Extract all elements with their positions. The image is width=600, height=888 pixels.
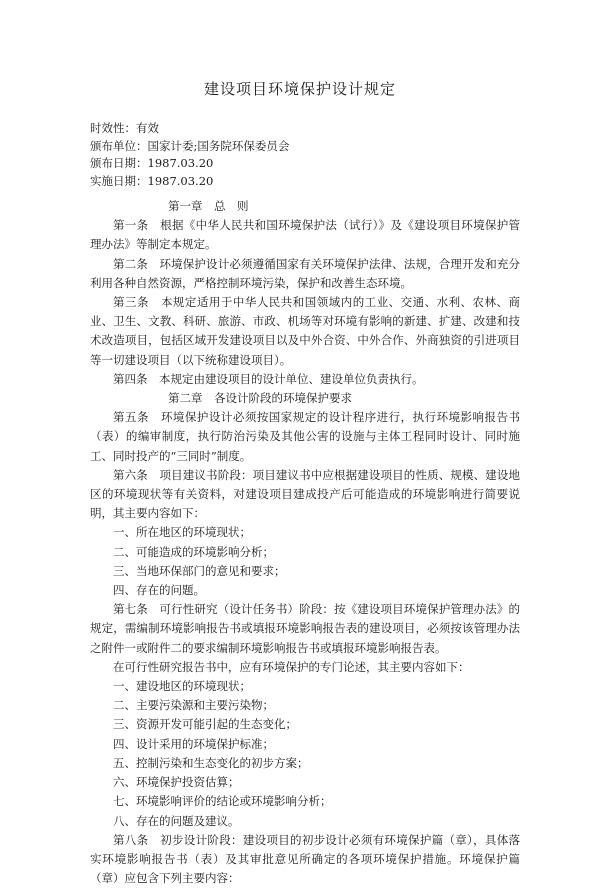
article-2: 第二条 环境保护设计必须遵循国家有关环境保护法律、法规，合理开发和充分利用各种自然资源，严格控制环境污染，保护和改善生态环境。 [90,256,520,290]
list-item: 三、当地环保部门的意见和要求； [113,563,286,578]
article-6: 第六条 项目建议书阶段：项目建议书中应根据建设项目的性质、规模、建设地区的环境现状等有关资料，对建设项目建成投产后可能造成的环境影响进行简要说明，其主要内容如下： [90,467,520,521]
issuing-authority-line: 颁布单位：国家计委;国务院环保委员会 [90,138,290,153]
document-body [90,197,520,888]
article-1: 第一条 根据《中华人民共和国环境保护法（试行）》及《建设项目环境保护管理办法》等制定本规定。 [90,218,520,252]
article-7: 第七条 可行性研究（设计任务书）阶段：按《建设项目环境保护管理办法》的规定，需编制环境影响报告书或填报环境影响报告表的建设项目，必须按该管理办法之附件一或附件二的要求编制环境影响报告书或填报环境影响报告表。 [90,602,520,655]
list-item: 五、控制污染和生态变化的初步方案； [113,755,309,770]
document-title: 建设项目环境保护设计规定 [203,80,396,98]
article-3: 第三条 本规定适用于中华人民共和国领域内的工业、交通、水利、农林、商业、卫生、文教、科研、旅游、市政、机场等对环境有影响的新建、扩建、改建和技术改造项目，包括区域开发建设项目以及中外合资、中外合作、外商独资的引进项目等一切建设项目（以下统称建设项目）。 [90,295,520,367]
list-item: 四、存在的问题。 [113,583,205,598]
chapter-heading: 第一章 总 则 [168,199,249,213]
list-item: 七、环境影响评价的结论或环境影响分析； [113,794,332,809]
article-5: 第五条 环境保护设计必须按国家规定的设计程序进行，执行环境影响报告书（表）的编审制度，执行防治污染及其他公害的设施与主体工程同时设计、同时施工、同时投产的“三同时”制度。 [90,410,520,463]
list-item: 一、建设地区的环境现状； [113,679,251,694]
issue-date-line: 颁布日期：1987.03.20 [90,156,214,170]
article-4: 第四条 本规定由建设项目的设计单位、建设单位负责执行。 [113,371,424,386]
validity-line: 时效性：有效 [90,121,159,135]
list-item: 四、设计采用的环境保护标准； [113,736,274,751]
list-item: 八、存在的问题及建议。 [113,813,240,828]
list-item: 三、资源开发可能引起的生态变化； [113,717,297,732]
effective-date-line: 实施日期：1987.03.20 [90,173,214,188]
list-item: 六、环境保护投资估算； [113,775,240,790]
chapter-heading: 第二章 各设计阶段的环境保护要求 [168,391,352,406]
list-item: 一、所在地区的环境现状； [113,525,251,540]
document-metadata [90,120,530,190]
list-item: 二、主要污染源和主要污染物； [113,698,274,713]
article-8: 第八条 初步设计阶段：建设项目的初步设计必须有环境保护篇（章），具体落实环境影响报告书（表）及其审批意见所确定的各项环境保护措施。环境保护篇（章）应包含下列主要内容： [90,832,520,886]
article-7-intro: 在可行性研究报告书中，应有环境保护的专门论述，其主要内容如下： [113,659,470,674]
list-item: 二、可能造成的环境影响分析； [113,544,274,559]
